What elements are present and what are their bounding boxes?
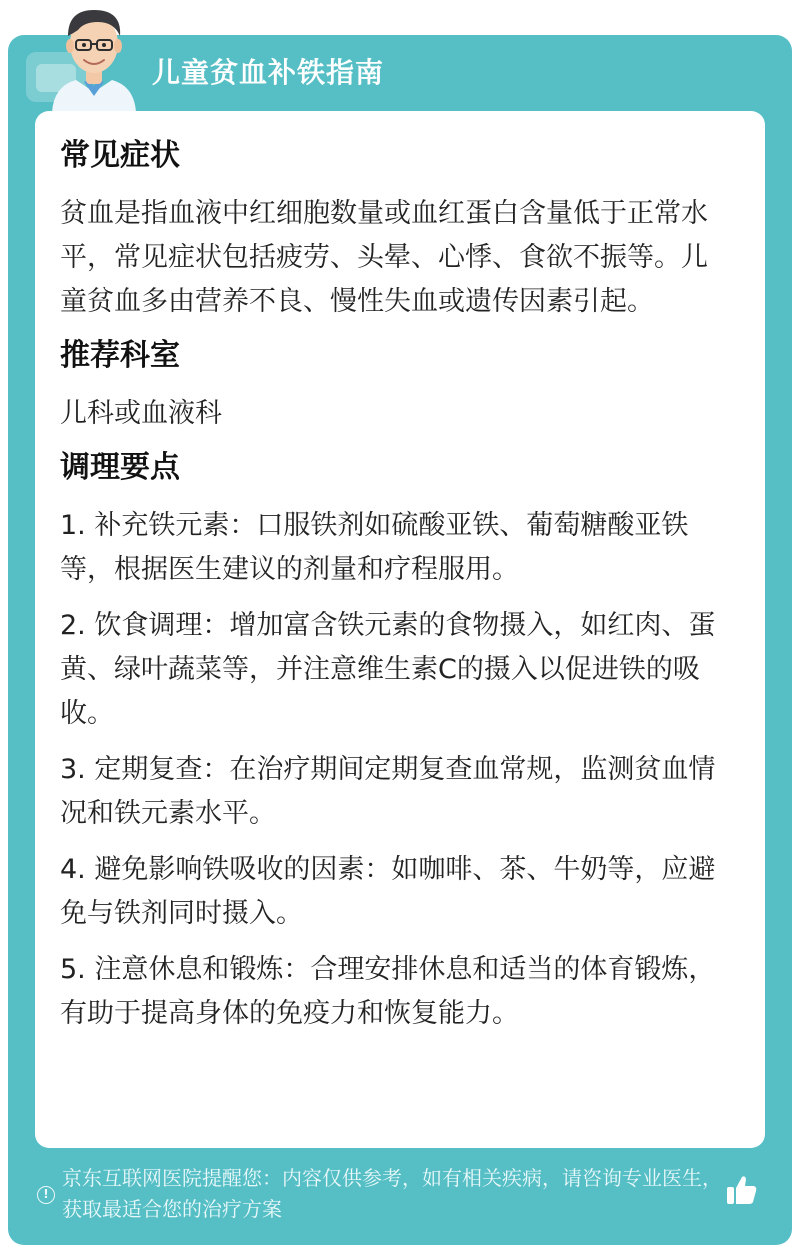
- list-item: 1. 补充铁元素：口服铁剂如硫酸亚铁、葡萄糖酸亚铁等，根据医生建议的剂量和疗程服用。: [60, 510, 689, 585]
- list-item: 5. 注意休息和锻炼：合理安排休息和适当的体育锻炼，有助于提高身体的免疫力和恢复能力。: [60, 954, 716, 1029]
- section-title-symptoms: 常见症状: [60, 138, 180, 173]
- list-item: 4. 避免影响铁吸收的因素：如咖啡、茶、牛奶等，应避免与铁剂同时摄入。: [60, 854, 716, 929]
- doctor-avatar: [44, 0, 144, 112]
- page-title: 儿童贫血补铁指南: [152, 56, 385, 89]
- list-item: 3. 定期复查：在治疗期间定期复查血常规，监测贫血情况和铁元素水平。: [60, 754, 716, 829]
- info-icon: !: [37, 1186, 55, 1204]
- department-text: 儿科或血液科: [60, 398, 222, 429]
- guide-content: [60, 132, 730, 1048]
- disclaimer-text: 京东互联网医院提醒您：内容仅供参考，如有相关疾病，请咨询专业医生，获取最适合您的治疗方案: [62, 1166, 722, 1221]
- list-item: 2. 饮食调理：增加富含铁元素的食物摄入，如红肉、蛋黄、绿叶蔬菜等，并注意维生素C的摄入以促进铁的吸收。: [60, 610, 716, 729]
- thumbs-up-icon[interactable]: [724, 1172, 760, 1208]
- symptoms-text: 贫血是指血液中红细胞数量或血红蛋白含量低于正常水平，常见症状包括疲劳、头晕、心悸、食欲不振等。儿童贫血多由营养不良、慢性失血或遗传因素引起。: [60, 198, 708, 317]
- section-title-care: 调理要点: [60, 450, 180, 485]
- section-title-department: 推荐科室: [60, 338, 180, 373]
